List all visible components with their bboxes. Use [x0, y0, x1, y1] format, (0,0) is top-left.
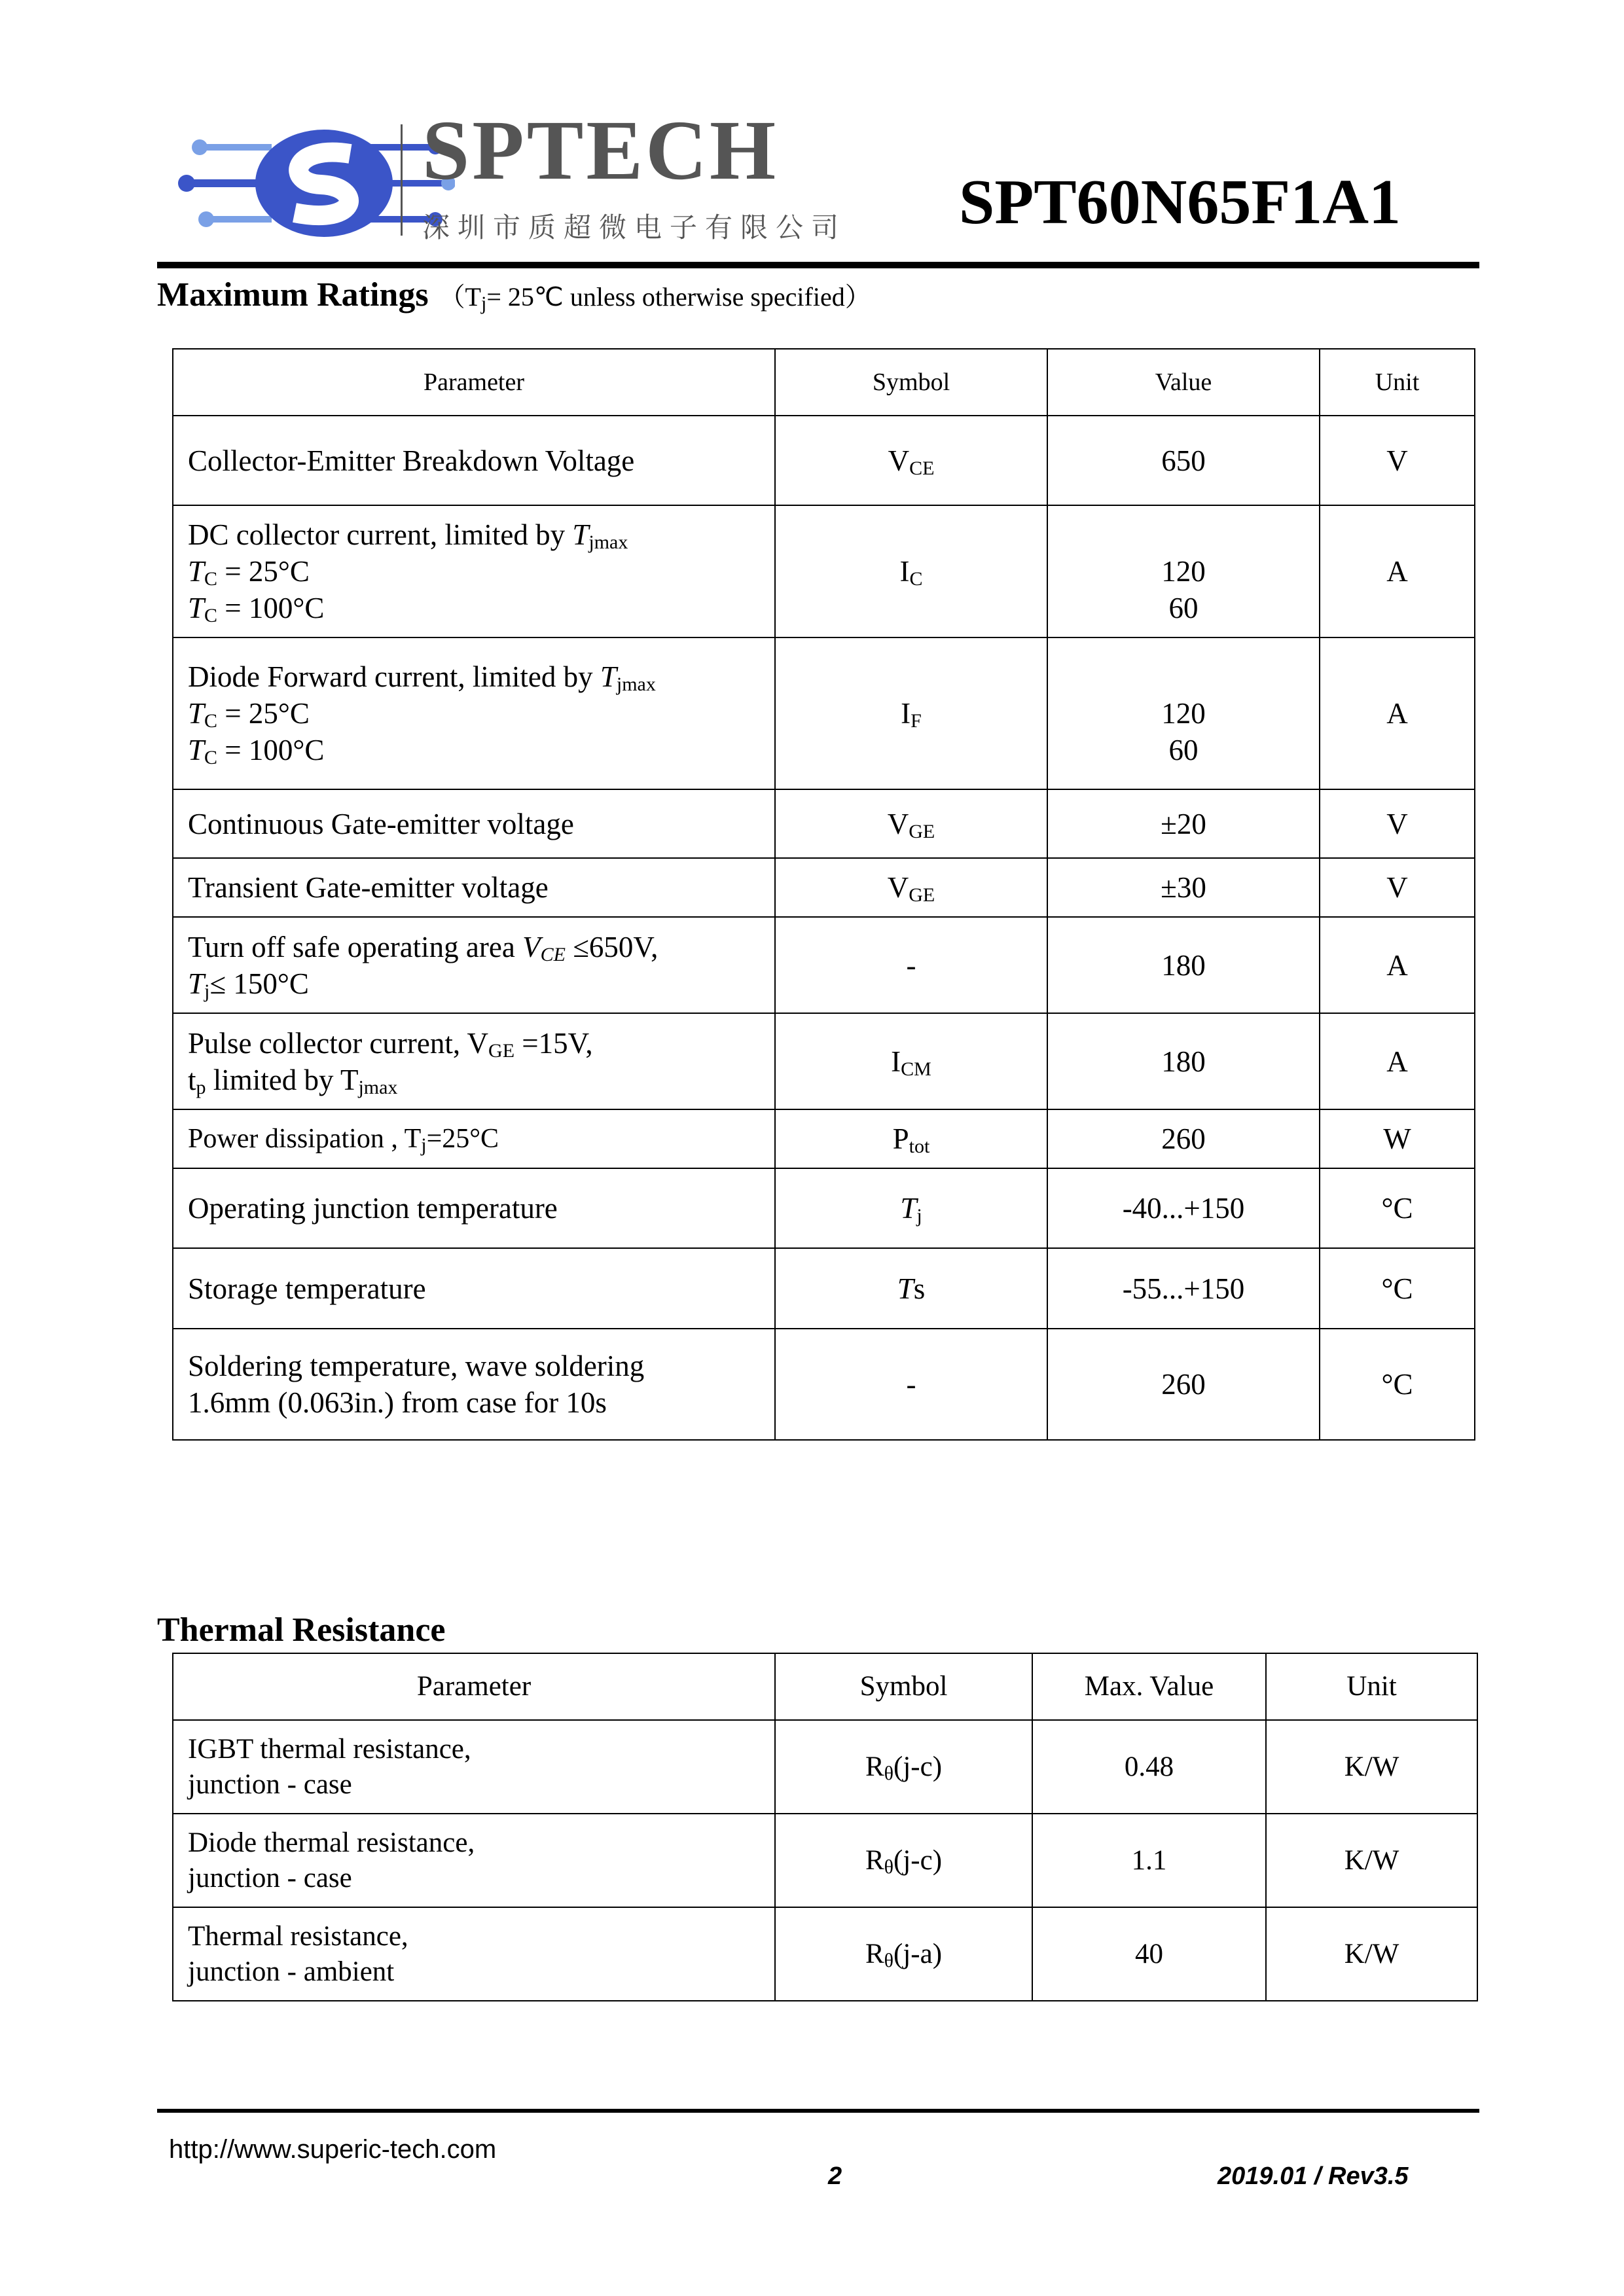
symbol-cell: $V_{GE}$: [775, 789, 1047, 858]
value-cell: 1.1: [1032, 1814, 1266, 1907]
unit-cell: V: [1320, 789, 1475, 858]
param-cell: Operating junction temperature: [173, 1168, 775, 1248]
unit-cell: K/W: [1266, 1814, 1477, 1907]
value-cell: 260: [1047, 1109, 1320, 1168]
col-header: Max. Value: [1032, 1653, 1266, 1720]
table-row: [173, 1248, 1475, 1329]
table-row: [173, 1168, 1475, 1248]
revision-label: 2019.01 / Rev3.5: [1218, 2162, 1409, 2190]
col-header: Value: [1047, 349, 1320, 416]
param-cell: Power dissipation , $T_j=25^\circ C$: [173, 1109, 775, 1168]
col-header: Unit: [1320, 349, 1475, 416]
param-cell: Turn off safe operating area $V_{CE} \le 650V$, $T_j\le 150^\circ C$: [173, 917, 775, 1013]
unit-cell: V: [1320, 858, 1475, 917]
param-cell: Continuous Gate-emitter voltage: [173, 789, 775, 858]
value-cell: -55...+150: [1047, 1248, 1320, 1329]
part-number: SPT60N65F1A1: [958, 167, 1401, 238]
page-number: 2: [828, 2162, 842, 2190]
max-ratings-table: [172, 348, 1475, 1441]
col-header: Symbol: [775, 1653, 1032, 1720]
unit-cell: °C: [1320, 1168, 1475, 1248]
table-header-row: [173, 349, 1475, 416]
col-header: Parameter: [173, 349, 775, 416]
symbol-cell: $R_\theta(j-c)$: [775, 1814, 1032, 1907]
symbol-cell: $V_{CE}$: [775, 416, 1047, 505]
table-row: [173, 858, 1475, 917]
section-title-thermal: Thermal Resistance: [157, 1611, 446, 1649]
symbol-cell: $I_F$: [775, 637, 1047, 789]
param-cell: Thermal resistance, junction - ambient: [173, 1907, 775, 2001]
value-cell: ±20: [1047, 789, 1320, 858]
param-cell: DC collector current, limited by $T_{jmax}$ $T_C = 25^\circ C$ $T_C = 100^\circ C$: [173, 505, 775, 637]
unit-cell: A: [1320, 505, 1475, 637]
value-cell: 0.48: [1032, 1720, 1266, 1814]
symbol-cell: $T_j$: [775, 1168, 1047, 1248]
value-cell: ±30: [1047, 858, 1320, 917]
value-cell: -40...+150: [1047, 1168, 1320, 1248]
brand-name: SPTECH: [422, 103, 779, 198]
unit-cell: A: [1320, 917, 1475, 1013]
param-cell: Diode thermal resistance, junction - case: [173, 1814, 775, 1907]
table-row: [173, 1013, 1475, 1109]
website-link[interactable]: http://www.superic-tech.com: [169, 2135, 497, 2164]
section-title-max-ratings: Maximum Ratings （$T_j=$ 25℃ unless otherwise specified）: [157, 276, 871, 314]
company-logo: [173, 121, 455, 245]
unit-cell: K/W: [1266, 1907, 1477, 2001]
symbol-cell: $R_\theta(j-c)$: [775, 1720, 1032, 1814]
col-header: Symbol: [775, 349, 1047, 416]
unit-cell: °C: [1320, 1329, 1475, 1440]
param-cell: Pulse collector current, $V_{GE} =15V$, $t_p$ limited by $T_{jmax}$: [173, 1013, 775, 1109]
table-row: [173, 789, 1475, 858]
page-header: [157, 98, 1479, 268]
value-cell: 40: [1032, 1907, 1266, 2001]
table-row: [173, 1329, 1475, 1440]
value-cell: 260: [1047, 1329, 1320, 1440]
unit-cell: A: [1320, 637, 1475, 789]
company-name-cn: 深圳市质超微电子有限公司: [422, 211, 847, 243]
table-row: [173, 1907, 1477, 2001]
table-row: [173, 416, 1475, 505]
symbol-cell: $R_\theta(j-a)$: [775, 1907, 1032, 2001]
param-cell: Soldering temperature, wave soldering 1.6mm (0.063in.) from case for 10s: [173, 1329, 775, 1440]
table-row: [173, 1720, 1477, 1814]
thermal-resistance-table: [172, 1653, 1478, 2001]
unit-cell: K/W: [1266, 1720, 1477, 1814]
unit-cell: W: [1320, 1109, 1475, 1168]
footer-rule: [157, 2109, 1479, 2113]
symbol-cell: $P_{tot}$: [775, 1109, 1047, 1168]
value-cell: 180: [1047, 1013, 1320, 1109]
table-row: [173, 505, 1475, 637]
symbol-cell: $I_{CM}$: [775, 1013, 1047, 1109]
value-cell: 650: [1047, 416, 1320, 505]
param-cell: Diode Forward current, limited by $T_{jmax}$ $T_C = 25^\circ C$ $T_C = 100^\circ C$: [173, 637, 775, 789]
symbol-cell: -: [775, 1329, 1047, 1440]
symbol-cell: Ts: [775, 1248, 1047, 1329]
unit-cell: A: [1320, 1013, 1475, 1109]
table-row: [173, 1814, 1477, 1907]
table-row: [173, 637, 1475, 789]
symbol-cell: $V_{GE}$: [775, 858, 1047, 917]
param-cell: Transient Gate-emitter voltage: [173, 858, 775, 917]
symbol-cell: $I_C$: [775, 505, 1047, 637]
unit-cell: V: [1320, 416, 1475, 505]
header-rule: [157, 262, 1479, 268]
symbol-cell: -: [775, 917, 1047, 1013]
table-row: [173, 1109, 1475, 1168]
logo-divider: [401, 124, 403, 236]
value-cell: 120 60: [1047, 505, 1320, 637]
col-header: Parameter: [173, 1653, 775, 1720]
value-cell: 120 60: [1047, 637, 1320, 789]
param-cell: IGBT thermal resistance, junction - case: [173, 1720, 775, 1814]
table-row: [173, 917, 1475, 1013]
param-cell: Storage temperature: [173, 1248, 775, 1329]
param-cell: Collector-Emitter Breakdown Voltage: [173, 416, 775, 505]
unit-cell: °C: [1320, 1248, 1475, 1329]
value-cell: 180: [1047, 917, 1320, 1013]
col-header: Unit: [1266, 1653, 1477, 1720]
table-header-row: [173, 1653, 1477, 1720]
